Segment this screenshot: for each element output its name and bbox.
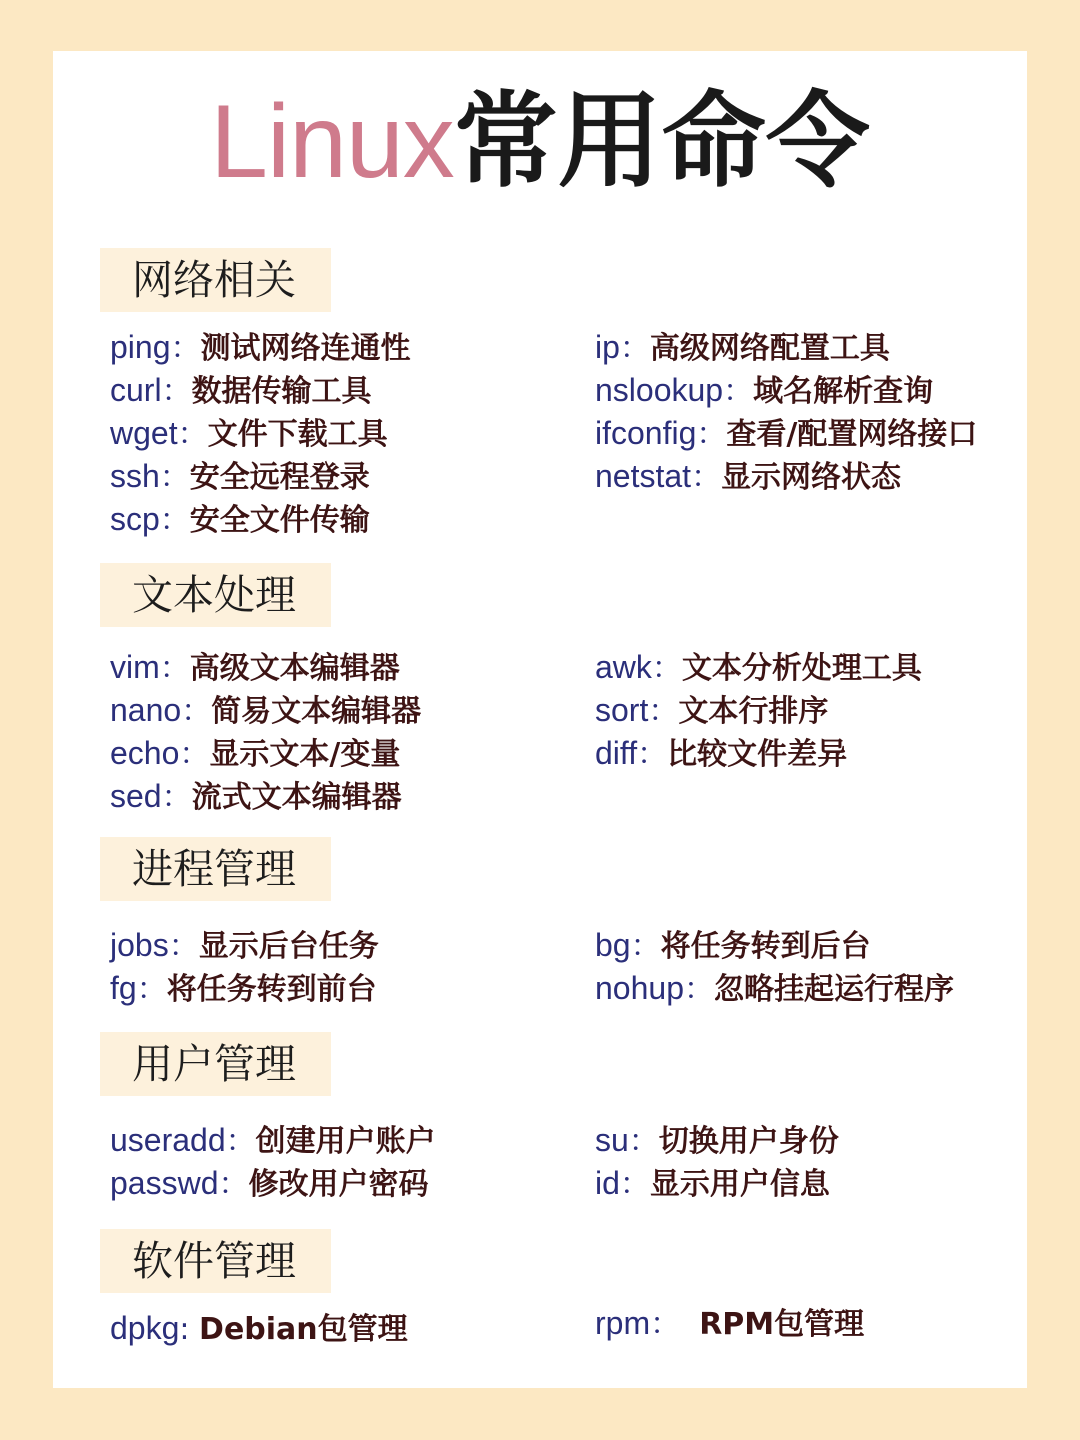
separator: ： [159, 503, 190, 538]
command-entry [110, 327, 411, 369]
command-description: 显示文本/变量 [209, 737, 401, 772]
command-description: 比较文件差异 [667, 737, 848, 772]
command-name: id [595, 1165, 620, 1201]
command-entry [110, 690, 421, 732]
command-entry [110, 733, 400, 775]
separator: ： [168, 929, 199, 964]
command-name: nohup [595, 970, 684, 1006]
command-description: 文本分析处理工具 [681, 651, 922, 686]
command-entry [110, 968, 377, 1010]
command-name: su [595, 1122, 629, 1158]
command-name: dpkg [110, 1310, 180, 1346]
separator: ： [218, 1167, 249, 1202]
section-label-text: 文本处理 [100, 563, 331, 627]
command-description: 流式文本编辑器 [191, 780, 402, 815]
command-name: rpm [595, 1305, 651, 1341]
command-description: 将任务转到前台 [166, 972, 377, 1007]
separator: ： [161, 780, 192, 815]
command-name: useradd [110, 1122, 226, 1158]
command-description: 简易文本编辑器 [211, 694, 422, 729]
command-name: vim [110, 649, 160, 685]
separator: ： [723, 374, 754, 409]
command-entry [595, 327, 890, 369]
section-label-process: 进程管理 [100, 837, 331, 901]
command-entry [595, 370, 933, 412]
command-description: 安全远程登录 [189, 460, 370, 495]
command-description: 测试网络连通性 [200, 331, 411, 366]
command-name: sort [595, 692, 649, 728]
page-title [0, 82, 1080, 202]
command-entry [110, 413, 388, 455]
command-description: 显示网络状态 [721, 460, 902, 495]
section-label-user: 用户管理 [100, 1032, 331, 1096]
command-entry [110, 776, 402, 818]
separator: ： [650, 1307, 700, 1342]
title-en: Linux [210, 84, 454, 200]
command-description: 文件下载工具 [207, 417, 388, 452]
separator: ： [159, 651, 190, 686]
separator: ： [683, 972, 714, 1007]
command-description: 修改用户密码 [248, 1167, 429, 1202]
command-name: passwd [110, 1165, 219, 1201]
separator: ： [136, 972, 167, 1007]
command-entry [595, 733, 847, 775]
command-name: ping [110, 329, 171, 365]
command-description: 显示用户信息 [649, 1167, 830, 1202]
command-name: wget [110, 415, 178, 451]
separator: ： [648, 694, 679, 729]
command-name: netstat [595, 458, 692, 494]
separator: ： [619, 331, 650, 366]
command-entry [110, 1120, 436, 1162]
command-description: RPM包管理 [699, 1307, 865, 1342]
command-entry [595, 968, 954, 1010]
command-entry [110, 456, 370, 498]
separator: ： [170, 331, 201, 366]
separator: ： [630, 929, 661, 964]
separator: ： [628, 1124, 659, 1159]
separator: : [179, 1312, 200, 1347]
command-description: Debian包管理 [199, 1312, 408, 1347]
command-name: jobs [110, 927, 169, 963]
command-name: ssh [110, 458, 160, 494]
command-name: awk [595, 649, 652, 685]
command-entry [110, 647, 400, 689]
command-description: 域名解析查询 [753, 374, 934, 409]
separator: ： [691, 460, 722, 495]
title-zh: 常用命令 [453, 84, 870, 200]
command-name: bg [595, 927, 631, 963]
command-entry [110, 1163, 429, 1205]
separator: ： [637, 737, 668, 772]
separator: ： [225, 1124, 256, 1159]
separator: ： [177, 417, 208, 452]
command-entry [595, 456, 901, 498]
command-entry [110, 499, 370, 541]
command-name: curl [110, 372, 162, 408]
command-entry [110, 1308, 408, 1350]
command-entry [595, 1303, 864, 1345]
command-description: 显示后台任务 [198, 929, 379, 964]
command-name: fg [110, 970, 137, 1006]
command-name: echo [110, 735, 180, 771]
command-description: 切换用户身份 [658, 1124, 839, 1159]
command-entry [595, 1120, 839, 1162]
command-entry [595, 413, 977, 455]
section-label-software: 软件管理 [100, 1229, 331, 1293]
separator: ： [159, 460, 190, 495]
command-name: sed [110, 778, 162, 814]
separator: ： [161, 374, 192, 409]
command-description: 忽略挂起运行程序 [713, 972, 954, 1007]
section-label-network: 网络相关 [100, 248, 331, 312]
command-description: 高级网络配置工具 [649, 331, 890, 366]
command-name: diff [595, 735, 638, 771]
command-name: ip [595, 329, 620, 365]
command-entry [595, 647, 922, 689]
separator: ： [651, 651, 682, 686]
command-description: 创建用户账户 [255, 1124, 436, 1159]
command-entry [110, 370, 372, 412]
command-entry [595, 1163, 830, 1205]
command-description: 高级文本编辑器 [189, 651, 400, 686]
command-name: nano [110, 692, 182, 728]
separator: ： [179, 737, 210, 772]
command-description: 将任务转到后台 [660, 929, 871, 964]
command-entry [595, 925, 871, 967]
command-description: 查看/配置网络接口 [726, 417, 978, 452]
separator: ： [696, 417, 727, 452]
separator: ： [181, 694, 212, 729]
command-entry [110, 925, 379, 967]
command-description: 文本行排序 [678, 694, 829, 729]
command-name: scp [110, 501, 160, 537]
command-entry [595, 690, 828, 732]
command-name: nslookup [595, 372, 724, 408]
command-description: 数据传输工具 [191, 374, 372, 409]
command-name: ifconfig [595, 415, 697, 451]
command-description: 安全文件传输 [189, 503, 370, 538]
separator: ： [619, 1167, 650, 1202]
